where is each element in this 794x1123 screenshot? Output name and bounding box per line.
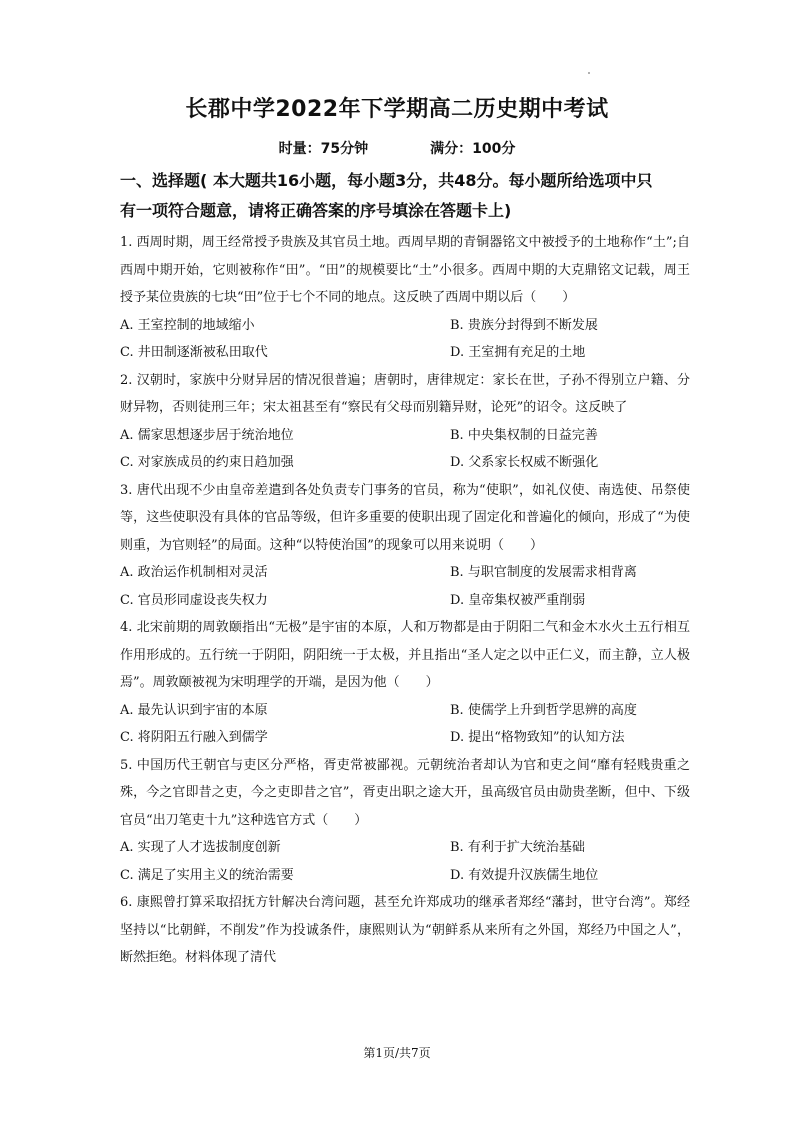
option-a: A. 政治运作机制相对灵活 — [120, 565, 268, 580]
option-c: C. 满足了实用主义的统治需要 — [120, 867, 294, 883]
options-grid — [120, 697, 690, 752]
question-stem: 3. 唐代出现不少由皇帝差遣到各处负责专门事务的官员，称为“使职”，如礼仪使、南选使、吊祭使等，这些使职没有具体的官品等级，但许多重要的使职出现了固定化和普遍化的倾向，形成了“为使则重，为官则轻”的局面。这种“以特使治国”的现象可以用来说明（ ） — [120, 482, 690, 553]
section-heading-line-1: 一、选择题( 本大题共16小题，每小题3分，共48分。每小题所给选项中只 — [120, 171, 653, 190]
exam-meta — [0, 138, 794, 158]
option-a: A. 实现了人才选拔制度创新 — [120, 840, 281, 855]
question-1 — [120, 229, 690, 367]
question-stem: 6. 康熙曾打算采取招抚方针解决台湾问题，甚至允许郑成功的继承者郑经“藩封，世守台湾”。郑经坚持以“比朝鲜，不削发”作为投诚条件，康熙则认为“朝鲜系从来所有之外国，郑经乃中国之人”，断然拒绝。材料体现了清代 — [120, 895, 690, 965]
option-d: D. 提出“格物致知”的认知方法 — [450, 730, 625, 745]
question-stem: 4. 北宋前期的周敦颐指出“无极”是宇宙的本原，人和万物都是由于阴阳二气和金木水火土五行相互作用形成的。五行统一于阴阳，阴阳统一于太极，并且指出“圣人定之以中正仁义，而主静，立人极焉”。周敦颐被视为宋明理学的开端，是因为他（ ） — [120, 620, 690, 690]
option-b: B. 贵族分封得到不断发展 — [450, 317, 598, 333]
option-c: C. 将阴阳五行融入到儒学 — [120, 730, 268, 745]
option-c: C. 对家族成员的约束日趋加强 — [120, 455, 294, 470]
option-b: B. 与职官制度的发展需求相背离 — [450, 565, 637, 580]
option-d: D. 父系家长权威不断强化 — [450, 455, 599, 470]
option-a: A. 儒家思想逐步居于统治地位 — [120, 427, 294, 443]
option-a: A. 王室控制的地域缩小 — [120, 317, 255, 333]
total-score: 满分：100分 — [430, 141, 516, 157]
question-2 — [120, 367, 690, 477]
options-grid — [120, 834, 690, 889]
option-c: C. 井田制逐渐被私田取代 — [120, 345, 268, 360]
option-d: D. 有效提升汉族儒生地位 — [450, 867, 599, 883]
question-stem: 1. 西周时期，周王经常授予贵族及其官员土地。西周早期的青铜器铭文中被授予的土地称作“土”;自西周中期开始，它则被称作“田”。“田”的规模要比“土”小很多。西周中期的大克鼎铭文记载，周王授予某位贵族的七块“田”位于七个不同的地点。这反映了西周中期以后（ ） — [120, 235, 690, 305]
exam-title: 长郡中学2022年下学期高二历史期中考试 — [185, 97, 609, 122]
question-stem: 2. 汉朝时，家族中分财异居的情况很普遍；唐朝时，唐律规定：家长在世，子孙不得别立户籍、分财异物，否则徒刑三年；宋太祖甚至有“察民有父母而别籍异财，论死”的诏令。这反映了 — [120, 372, 690, 415]
questions-body — [120, 229, 690, 972]
options-grid — [120, 559, 690, 614]
option-b: B. 使儒学上升到哲学思辨的高度 — [450, 702, 637, 718]
option-a: A. 最先认识到宇宙的本原 — [120, 702, 268, 718]
option-c: C. 官员形同虚设丧失权力 — [120, 592, 268, 608]
question-4 — [120, 614, 690, 752]
time-limit: 时量：75分钟 — [278, 141, 369, 157]
section-heading-line-2: 有一项符合题意，请将正确答案的序号填涂在答题卡上) — [120, 201, 512, 220]
question-6 — [120, 889, 690, 972]
options-grid — [120, 422, 690, 477]
options-grid — [120, 312, 690, 367]
page-footer: 第1页/共7页 — [363, 1046, 431, 1060]
stray-dot — [588, 72, 590, 74]
question-3 — [120, 477, 690, 615]
option-b: B. 有利于扩大统治基础 — [450, 840, 585, 855]
option-d: D. 王室拥有充足的土地 — [450, 345, 586, 360]
question-stem: 5. 中国历代王朝官与吏区分严格，胥吏常被鄙视。元朝统治者却认为官和吏之间“靡有轻贱贵重之殊，今之官即昔之吏，今之吏即昔之官”，胥吏出职之途大开，虽高级官员由勋贵垄断，但中、下级官员“出刀笔吏十九”这种选官方式（ ） — [120, 757, 690, 828]
section-heading — [120, 166, 680, 226]
option-b: B. 中央集权制的日益完善 — [450, 427, 598, 443]
option-d: D. 皇帝集权被严重削弱 — [450, 592, 586, 608]
question-5 — [120, 752, 690, 890]
